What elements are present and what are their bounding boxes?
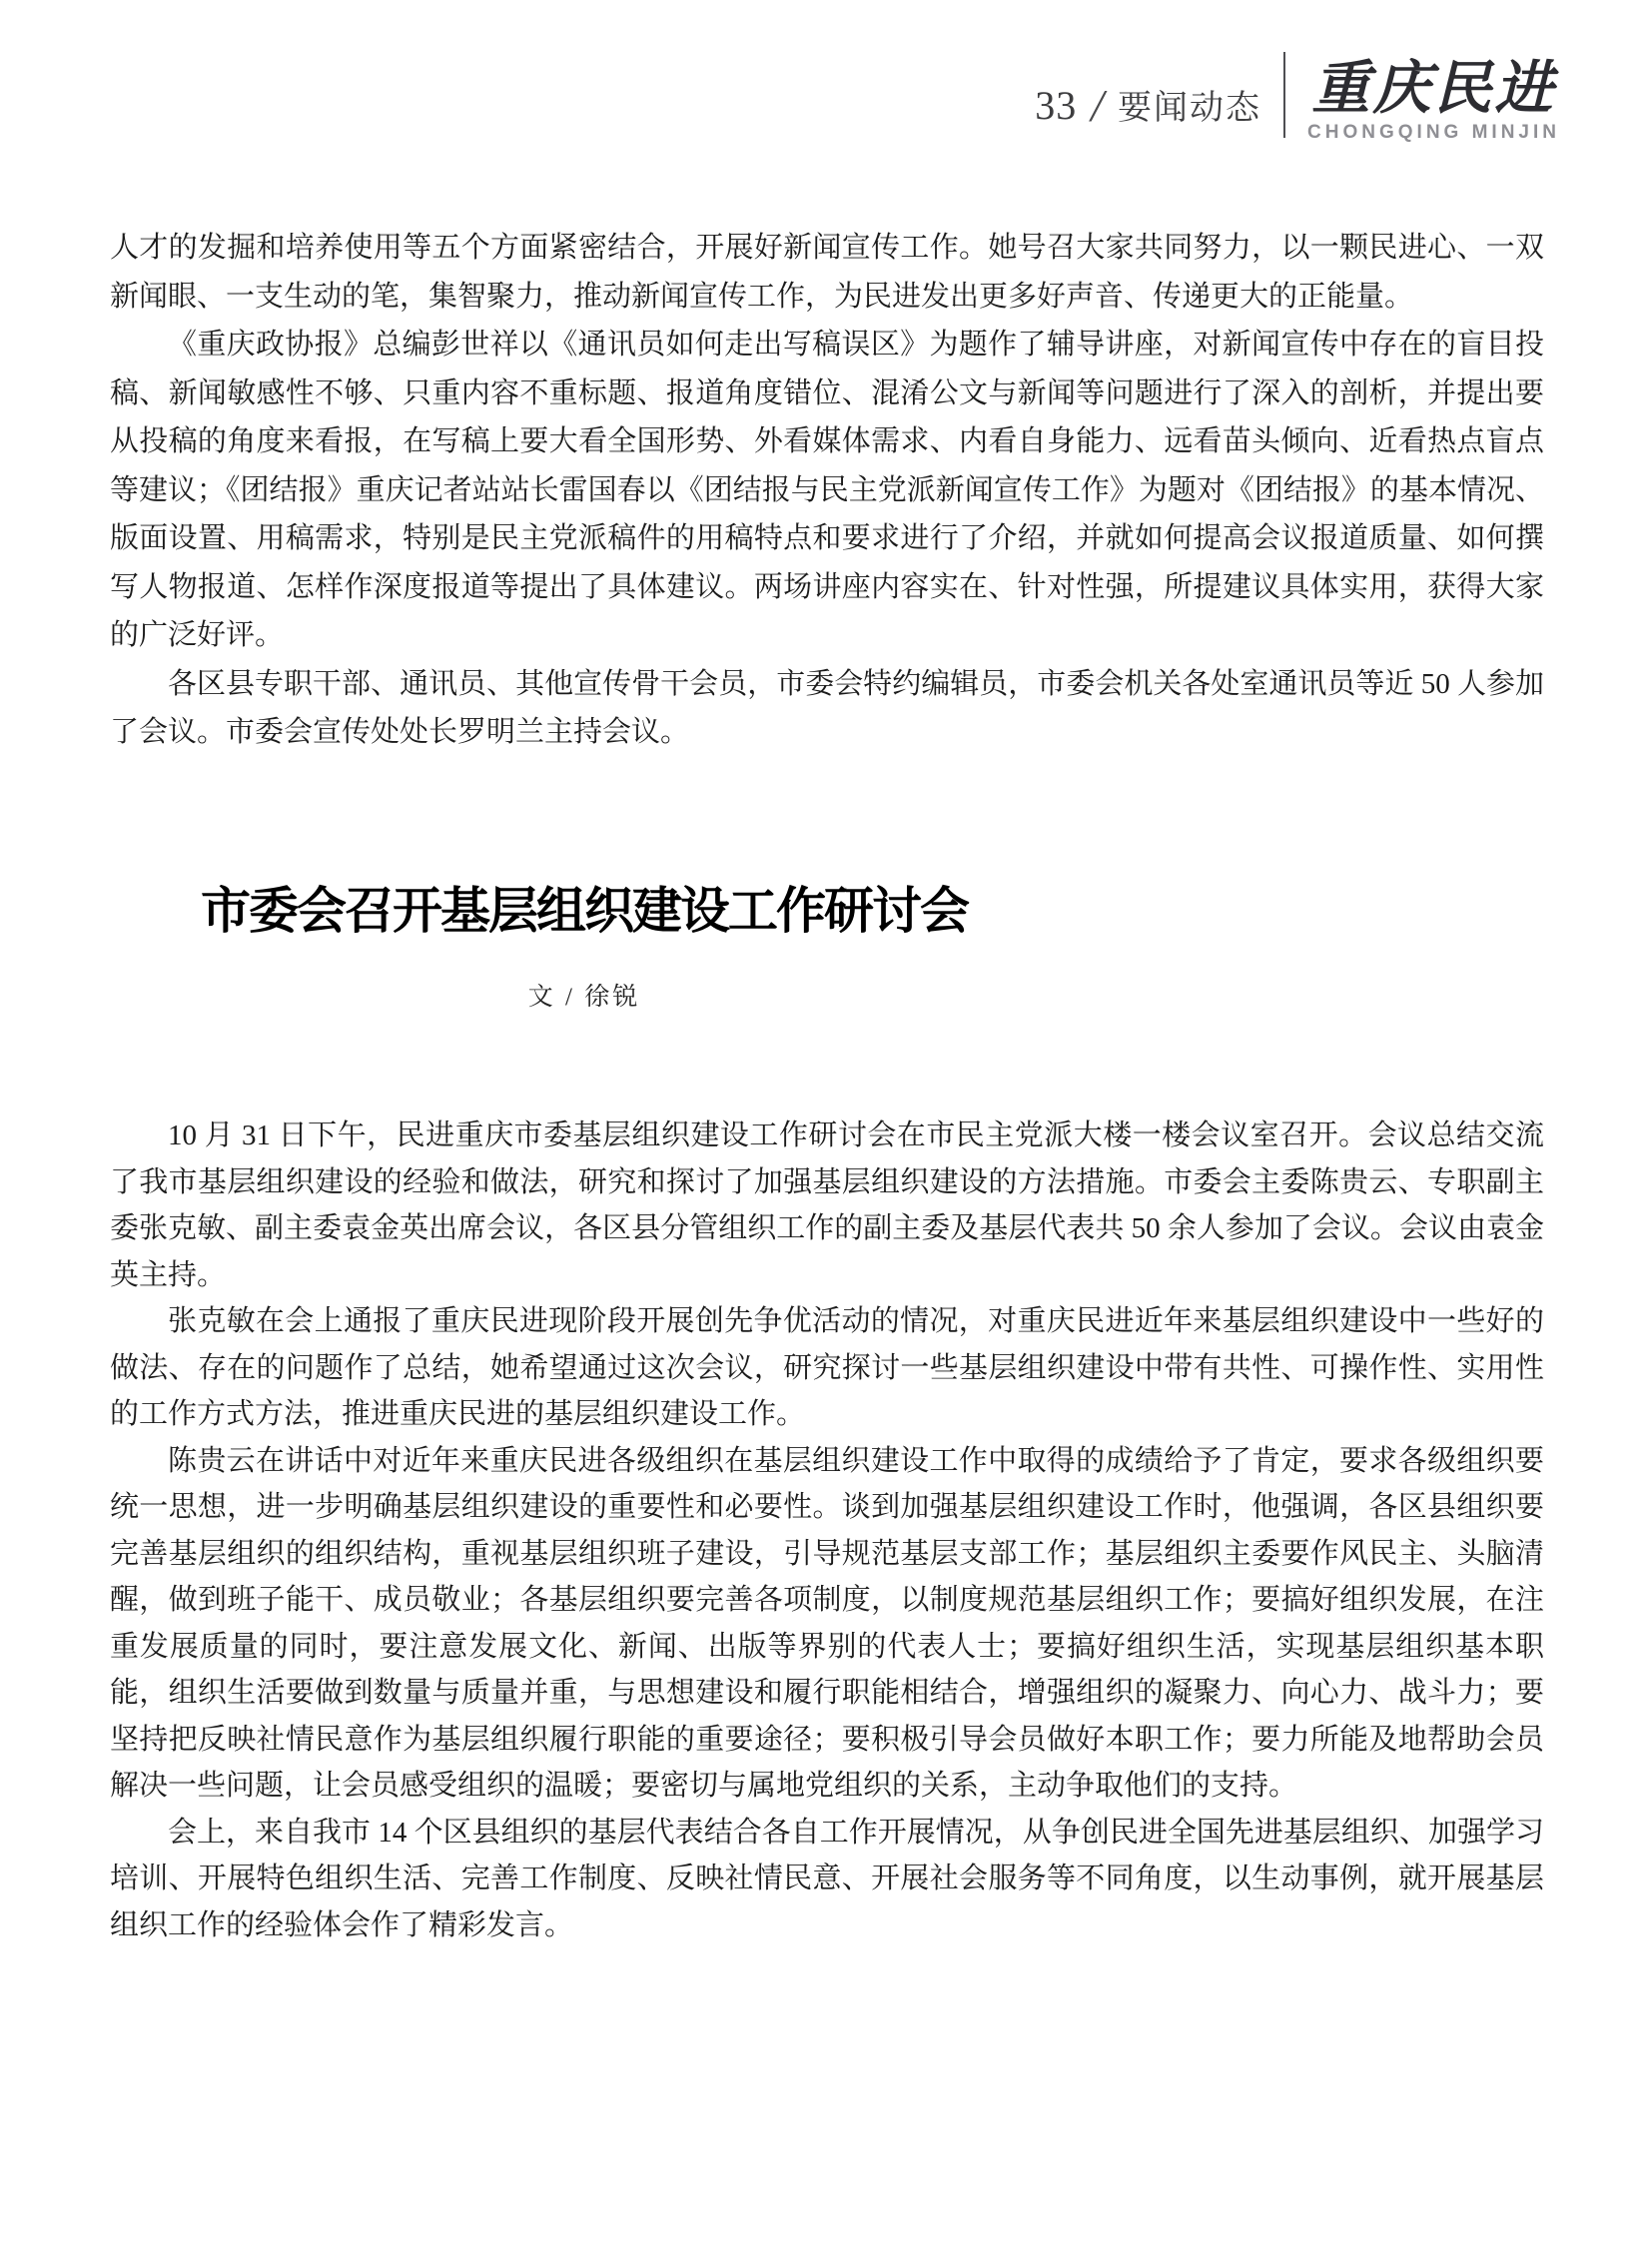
article2-body (110, 1113, 1544, 1948)
article2-title: 市委会召开基层组织建设工作研讨会 (201, 883, 968, 939)
article1-body (110, 224, 1544, 757)
article2-byline: 文 / 徐锐 (527, 984, 641, 1011)
magazine-logo (1307, 54, 1560, 143)
article1-paragraph-1: 人才的发掘和培养使用等五个方面紧密结合，开展好新闻宣传工作。她号召大家共同努力，以一颗民进心、一双新闻眼、一支生动的笔，集智聚力，推动新闻宣传工作，为民进发出更多好声音、传递更大的正能量。 (110, 232, 1544, 313)
logo-calligraphy: 重庆民进 (1311, 54, 1556, 122)
page-number: 33 (1035, 83, 1078, 128)
article2-paragraph-4: 会上，来自我市 14 个区县组织的基层代表结合各自工作开展情况，从争创民进全国先进基层组织、加强学习培训、开展特色组织生活、完善工作制度、反映社情民意、开展社会服务等不同角度，以生动事例，就开展基层组织工作的经验体会作了精彩发言。 (110, 1816, 1544, 1941)
logo-subtitle: CHONGQING MINJIN (1307, 122, 1560, 143)
folio-slash: / (1091, 80, 1105, 131)
page-header (1035, 52, 1560, 142)
header-divider (1283, 52, 1285, 138)
article2-paragraph-1: 10 月 31 日下午，民进重庆市委基层组织建设工作研讨会在市民主党派大楼一楼会议室召开。会议总结交流了我市基层组织建设的经验和做法，研究和探讨了加强基层组织建设的方法措施。市委会主委陈贵云、专职副主委张克敏、副主委袁金英出席会议，各区县分管组织工作的副主委及基层代表共 50 余人参加了会议。会议由袁金英主持。 (110, 1120, 1544, 1291)
folio (1035, 77, 1261, 142)
article2-paragraph-2: 张克敏在会上通报了重庆民进现阶段开展创先争优活动的情况，对重庆民进近年来基层组织建设中一些好的做法、存在的问题作了总结，她希望通过这次会议，研究探讨一些基层组织建设中带有共性、可操作性、实用性的工作方式方法，推进重庆民进的基层组织建设工作。 (110, 1305, 1544, 1430)
article2-title-block (110, 871, 1059, 1013)
article1-paragraph-2: 《重庆政协报》总编彭世祥以《通讯员如何走出写稿误区》为题作了辅导讲座，对新闻宣传中存在的盲目投稿、新闻敏感性不够、只重内容不重标题、报道角度错位、混淆公文与新闻等问题进行了深入的剖析，并提出要从投稿的角度来看报，在写稿上要大看全国形势、外看媒体需求、内看自身能力、远看苗头倾向、近看热点盲点等建议；《团结报》重庆记者站站长雷国春以《团结报与民主党派新闻宣传工作》为题对《团结报》的基本情况、版面设置、用稿需求，特别是民主党派稿件的用稿特点和要求进行了介绍，并就如何提高会议报道质量、如何撰写人物报道、怎样作深度报道等提出了具体建议。两场讲座内容实在、针对性强，所提建议具体实用，获得大家的广泛好评。 (110, 329, 1544, 651)
section-label: 要闻动态 (1118, 90, 1262, 127)
article1-paragraph-3: 各区县专职干部、通讯员、其他宣传骨干会员，市委会特约编辑员，市委会机关各处室通讯员等近 50 人参加了会议。市委会宣传处处长罗明兰主持会议。 (110, 667, 1544, 748)
article2-paragraph-3: 陈贵云在讲话中对近年来重庆民进各级组织在基层组织建设工作中取得的成绩给予了肯定，要求各级组织要统一思想，进一步明确基层组织建设的重要性和必要性。谈到加强基层组织建设工作时，他强调，各区县组织要完善基层组织的组织结构，重视基层组织班子建设，引导规范基层支部工作；基层组织主委要作风民主、头脑清醒，做到班子能干、成员敬业；各基层组织要完善各项制度，以制度规范基层组织工作；要搞好组织发展，在注重发展质量的同时，要注意发展文化、新闻、出版等界别的代表人士；要搞好组织生活，实现基层组织基本职能，组织生活要做到数量与质量并重，与思想建设和履行职能相结合，增强组织的凝聚力、向心力、战斗力；要坚持把反映社情民意作为基层组织履行职能的重要途径；要积极引导会员做好本职工作；要力所能及地帮助会员解决一些问题，让会员感受组织的温暖；要密切与属地党组织的关系，主动争取他们的支持。 (110, 1444, 1544, 1802)
